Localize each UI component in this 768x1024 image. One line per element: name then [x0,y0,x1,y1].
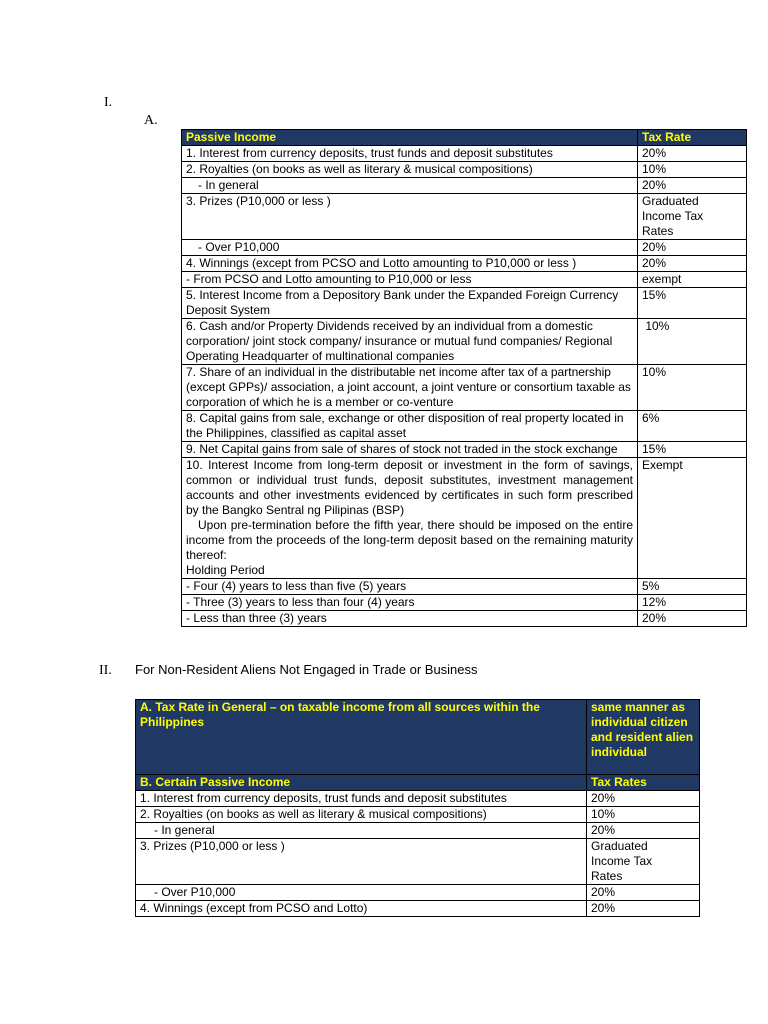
table-row [182,272,747,288]
rate-cell: 10% [638,162,747,178]
table-row [182,240,747,256]
rate-cell: 12% [638,595,747,611]
table-row [136,807,700,823]
rate-cell: 15% [638,288,747,319]
rate-cell: 20% [587,791,700,807]
table-row [182,579,747,595]
rate-cell: Graduated Income Tax Rates [587,839,700,885]
income-cell: - Less than three (3) years [182,611,638,627]
table-row [182,442,747,458]
income-cell: - In general [136,823,587,839]
table-header-row-b [136,775,700,791]
outline-marker-a: A. [144,113,158,128]
header-tax-rates: Tax Rates [587,775,700,791]
table-row [182,595,747,611]
income-cell: 7. Share of an individual in the distributable net income after tax of a partnership (except GPPs)/ association, a joint account, a joint venture or consortium taxable as corporation of which he is a member or co-venture [182,365,638,411]
table-row [182,162,747,178]
income-cell: - Three (3) years to less than four (4) years [182,595,638,611]
income-cell: 1. Interest from currency deposits, trust funds and deposit substitutes [136,791,587,807]
table-row [136,791,700,807]
rate-cell: 10% [587,807,700,823]
income-cell: - From PCSO and Lotto amounting to P10,000 or less [182,272,638,288]
rate-cell: Exempt [638,458,747,579]
table-row [182,256,747,272]
rate-cell: Graduated Income Tax Rates [638,194,747,240]
rate-cell: 20% [638,256,747,272]
rate-cell: 15% [638,442,747,458]
header-same-manner: same manner as individual citizen and resident alien individual [587,700,700,775]
income-cell: 8. Capital gains from sale, exchange or other disposition of real property located in the Philippines, classified as capital asset [182,411,638,442]
income-cell: 3. Prizes (P10,000 or less ) [182,194,638,240]
table-header-row [182,130,747,146]
rate-cell: 5% [638,579,747,595]
rate-cell: 6% [638,411,747,442]
header-passive-income: Passive Income [182,130,638,146]
rate-cell: exempt [638,272,747,288]
rate-cell: 20% [587,885,700,901]
rate-cell: 20% [638,146,747,162]
table-row [182,319,747,365]
passive-income-table [181,129,747,627]
income-cell: - In general [182,178,638,194]
section-ii-heading [99,662,478,679]
pretermination-note: Upon pre-termination before the fifth year, there should be imposed on the entire income from the proceeds of the long-term deposit based on the remaining maturity thereof: [186,518,633,562]
income-cell: 5. Interest Income from a Depository Bank under the Expanded Foreign Currency Deposit System [182,288,638,319]
holding-period-label: Holding Period [186,563,265,577]
table-row [182,365,747,411]
table-row [182,288,747,319]
income-cell-long-term [182,458,638,579]
table-row [136,901,700,917]
income-cell: - Over P10,000 [182,240,638,256]
table-row [182,178,747,194]
income-cell: - Over P10,000 [136,885,587,901]
table-row [182,458,747,579]
long-term-deposit-text: 10. Interest Income from long-term deposit or investment in the form of savings, common or individual trust funds, deposit substitutes, investment management accounts and other investments evidenced by certificates in such form prescribed by the Bangko Sentral ng Pilipinas (BSP) [186,458,633,517]
section-ii-title: For Non-Resident Aliens Not Engaged in Trade or Business [135,662,478,677]
income-cell: - Four (4) years to less than five (5) years [182,579,638,595]
rate-cell: 20% [638,240,747,256]
header-tax-rate-general: A. Tax Rate in General – on taxable income from all sources within the Philippines [136,700,587,775]
rate-cell: 20% [587,901,700,917]
rate-cell: 20% [587,823,700,839]
rate-cell: 20% [638,611,747,627]
rate-cell: 20% [638,178,747,194]
table-row [182,411,747,442]
table-row [136,839,700,885]
header-certain-passive-income: B. Certain Passive Income [136,775,587,791]
income-cell: 6. Cash and/or Property Dividends received by an individual from a domestic corporation/ joint stock company/ insurance or mutual fund companies/ Regional Operating Headquarter of multinational companies [182,319,638,365]
table-row [182,194,747,240]
income-cell: 3. Prizes (P10,000 or less ) [136,839,587,885]
income-cell: 2. Royalties (on books as well as literary & musical compositions) [182,162,638,178]
rate-cell: 10% [638,365,747,411]
table-row [182,146,747,162]
table-header-row-a [136,700,700,775]
table-row [136,823,700,839]
income-cell: 9. Net Capital gains from sale of shares of stock not traded in the stock exchange [182,442,638,458]
nonresident-alien-table [135,699,700,917]
rate-cell: 10% [638,319,747,365]
table-row [136,885,700,901]
income-cell: 4. Winnings (except from PCSO and Lotto) [136,901,587,917]
income-cell: 2. Royalties (on books as well as literary & musical compositions) [136,807,587,823]
income-cell: 4. Winnings (except from PCSO and Lotto amounting to P10,000 or less ) [182,256,638,272]
outline-marker-ii: II. [99,663,112,678]
table-row [182,611,747,627]
header-tax-rate: Tax Rate [638,130,747,146]
income-cell: 1. Interest from currency deposits, trust funds and deposit substitutes [182,146,638,162]
outline-marker-i: I. [104,95,113,110]
